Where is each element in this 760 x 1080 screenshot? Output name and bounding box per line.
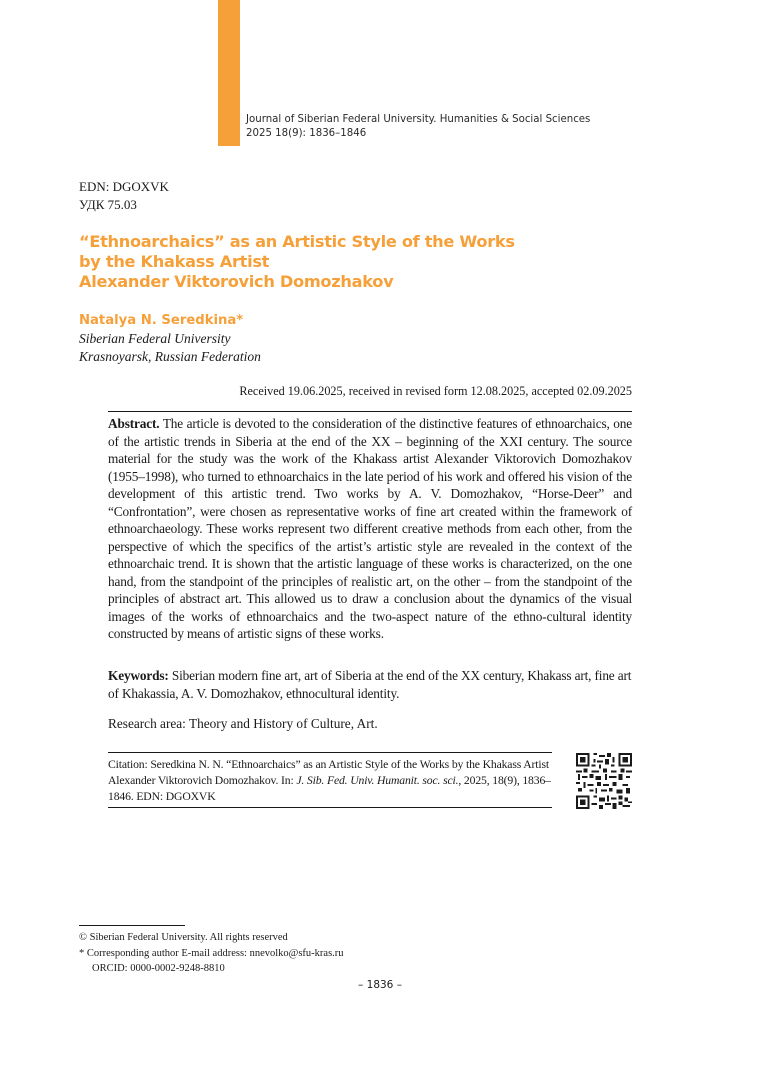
title-line-3: Alexander Viktorovich Domozhakov [79, 272, 394, 291]
abstract [108, 415, 632, 643]
article-identifiers [79, 178, 169, 214]
author-location: Krasnoyarsk, Russian Federation [79, 349, 261, 364]
footnote-rule [79, 925, 185, 926]
keywords [108, 667, 632, 702]
received-dates: Received 19.06.2025, received in revised form 12.08.2025, accepted 02.09.2025 [239, 384, 632, 398]
edn-code: EDN: DGOXVK [79, 179, 169, 194]
research-area: Research area: Theory and History of Culture, Art. [108, 716, 378, 731]
corresponding-author-note: * Corresponding author E-mail address: nnevolko@sfu-kras.ru [79, 947, 344, 959]
abstract-text: The article is devoted to the consideration of the distinctive features of ethnoarchaics, one of the artistic trends in Siberia at the end of the XX – beginning of the XXI century. The source material for the study was the work of the Khakass artist Alexander Viktorovich Domozhakov (1955–1998), who turned to ethnoarchaics in the late period of his work and offered his vision of the development of this artistic trend. Two works by A. V. Domozhakov, “Horse-Deer” and “Confrontation”, were chosen as representative works of fine art created within the framework of ethnoarchaeology. These works represent two different creative methods from each other, from the perspective of which the specifics of the artist’s artistic style are revealed in the context of the ethnoarchaic trend. It is shown that the artistic language of these works is characterized, on the one hand, from the standpoint of the principles of realistic art, on the other – from the standpoint of the principles of abstract art. This allowed us to draw a conclusion about the dynamics of the visual images of the works of ethnoarchaics and the two-aspect nature of the ethno-cultural identity constructed by means of artistic signs of these works. [108, 416, 633, 641]
author-affiliation: Siberian Federal University [79, 331, 231, 346]
citation [108, 757, 556, 805]
journal-name: Journal of Siberian Federal University. Humanities & Social Sciences [246, 114, 591, 125]
author-name: Natalya N. Seredkina* [79, 313, 244, 328]
header-accent-bar [218, 0, 240, 146]
footnotes [79, 930, 344, 977]
citation-suffix: , 2025, 18(9), 1836–1846. EDN: DGOXVK [108, 774, 551, 803]
journal-header [246, 113, 590, 141]
journal-issue: 2025 18(9): 1836–1846 [246, 128, 367, 139]
abstract-label: Abstract. [108, 416, 160, 431]
citation-top-rule [108, 752, 552, 753]
page-number: – 1836 – [358, 979, 402, 991]
qr-code-icon [576, 753, 632, 809]
copyright-note: © Siberian Federal University. All rights reserved [79, 932, 288, 943]
title-line-2: by the Khakass Artist [79, 252, 270, 271]
abstract-top-rule [108, 411, 632, 412]
udk-code: УДК 75.03 [79, 197, 137, 212]
citation-bottom-rule [108, 807, 552, 808]
keywords-text: Siberian modern fine art, art of Siberia at the end of the XX century, Khakass art, fine art of Khakassia, A. V. Domozhakov, ethnocultural identity. [108, 668, 632, 701]
citation-prefix: Citation: Seredkina N. N. “Ethnoarchaics” as an Artistic Style of the Works by the Khakass Artist Alexander Viktorovich Domozhakov. In: [108, 758, 549, 787]
orcid-note: ORCID: 0000-0002-9248-8810 [92, 963, 225, 974]
author-affiliation-block [79, 330, 261, 366]
article-title [79, 232, 515, 292]
keywords-label: Keywords: [108, 668, 169, 683]
citation-journal: J. Sib. Fed. Univ. Humanit. soc. sci. [296, 774, 459, 787]
title-line-1: “Ethnoarchaics” as an Artistic Style of the Works [79, 232, 515, 251]
